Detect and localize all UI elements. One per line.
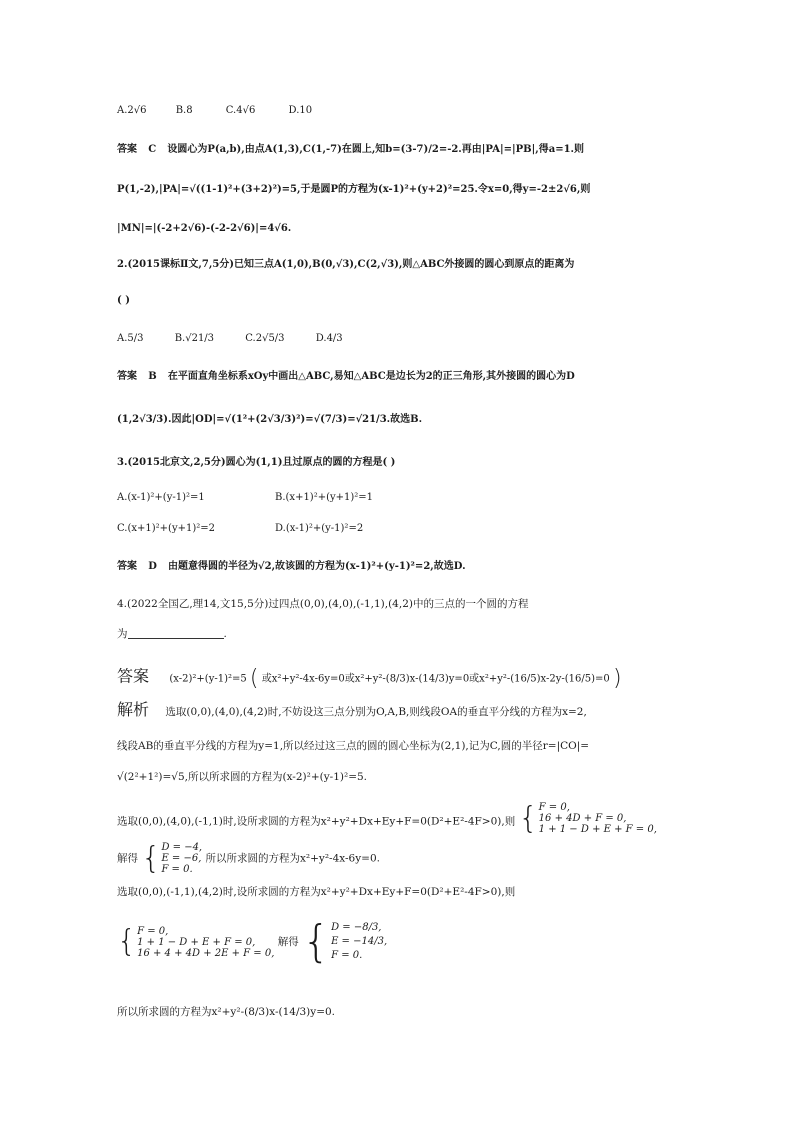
q1-answer-label: 答案 bbox=[117, 144, 137, 155]
q4-system-2-row: 16 + 4 + 4D + 2E + F = 0, bbox=[137, 947, 275, 959]
q1-answer-letter: C bbox=[148, 144, 157, 155]
q4-solution-2: { D = −8/3, E = −14/3, F = 0. bbox=[302, 916, 388, 967]
q3-answer-line bbox=[117, 560, 466, 574]
q2-answer-letter: B bbox=[148, 371, 157, 382]
q1-solution-text1: 设圆心为P(a,b),由点A(1,3),C(1,-7)在圆上,知b=(3-7)/2=-2.再由|PA|=|PB|,得a=1.则 bbox=[167, 144, 585, 155]
q2-answer-label: 答案 bbox=[117, 371, 137, 382]
q4-system-2-row: F = 0, bbox=[137, 925, 169, 937]
q3-option-c: C.(x+1)²+(y+1)²=2 bbox=[117, 523, 215, 534]
q4-solution-1-row: D = −4, bbox=[161, 842, 203, 853]
q4-analysis-p2: 线段AB的垂直平分线的方程为y=1,所以经过这三点的圆的圆心坐标为(2,1),记为C,圆的半径r=|CO|= bbox=[117, 740, 590, 752]
q4-answer-blank bbox=[128, 628, 224, 639]
q4-system-2-row: 1 + 1 − D + E + F = 0, bbox=[137, 936, 256, 948]
q1-option-c: C.4√6 bbox=[225, 105, 256, 116]
q3-answer-letter: D bbox=[148, 561, 157, 572]
q2-option-a: A.5/3 bbox=[117, 333, 144, 344]
q3-answer-label: 答案 bbox=[117, 561, 137, 572]
q4-system-1: { F = 0, 16 + 4D + F = 0, 1 + 1 − D + E + F = 0, bbox=[518, 800, 657, 836]
q4-analysis-p4-line bbox=[117, 800, 657, 836]
q4-analysis-p6: 所以所求圆的方程为x²+y²-4x-6y=0. bbox=[205, 852, 380, 865]
q3-solution-text: 由题意得圆的半径为√2,故该圆的方程为(x-1)²+(y-1)²=2,故选D. bbox=[168, 561, 466, 572]
q4-stem-2-text: 为 bbox=[117, 628, 128, 640]
q4-analysis-p7: 选取(0,0),(-1,1),(4,2)时,设所求圆的方程为x²+y²+Dx+Ey+F=0(D²+E²-4F>0),则 bbox=[117, 886, 516, 898]
q4-analysis-p8: 解得 bbox=[277, 936, 299, 948]
q2-option-d: D.4/3 bbox=[315, 333, 343, 344]
q1-answer-line1 bbox=[117, 143, 584, 157]
q1-option-a: A.2√6 bbox=[117, 105, 147, 116]
q4-solution-2-row: F = 0. bbox=[331, 950, 363, 961]
q4-system-1-row: 16 + 4D + F = 0, bbox=[538, 813, 627, 824]
q4-analysis-label: 解析 bbox=[117, 700, 150, 719]
q1-option-d: D.10 bbox=[288, 105, 313, 116]
q2-paren: ( ) bbox=[117, 295, 130, 306]
q4-answer-main: (x-2)²+(y-1)²=5 bbox=[169, 673, 247, 685]
q2-options bbox=[117, 332, 343, 346]
q1-options bbox=[117, 104, 312, 118]
q2-solution-text1: 在平面直角坐标系xOy中画出△ABC,易知△ABC是边长为2的正三角形,其外接圆的圆心为D bbox=[167, 371, 575, 382]
q4-solution-1-row: E = −6, bbox=[161, 853, 202, 864]
q4-analysis-p1: 选取(0,0),(4,0),(4,2)时,不妨设这三点分别为O,A,B,则线段OA的垂直平分线的方程为x=2, bbox=[165, 706, 587, 718]
q3-option-d: D.(x-1)²+(y-1)²=2 bbox=[275, 523, 364, 534]
q2-answer-line1 bbox=[117, 370, 575, 384]
q4-solution-1: { D = −4, E = −6, F = 0. bbox=[141, 840, 203, 876]
q3-option-a: A.(x-1)²+(y-1)²=1 bbox=[117, 492, 205, 503]
q4-system-2: { F = 0, 1 + 1 − D + E + F = 0, 16 + 4 + 4D + 2E + F = 0, bbox=[117, 924, 275, 959]
q4-analysis-p4: 选取(0,0),(4,0),(-1,1)时,设所求圆的方程为x²+y²+Dx+Ey+F=0(D²+E²-4F>0),则 bbox=[117, 815, 516, 828]
q4-solution-1-row: F = 0. bbox=[161, 864, 193, 875]
q1-solution-text2: P(1,-2),|PA|=√((1-1)²+(3+2)²)=5,于是圆P的方程为(x-1)²+(y+2)²=25.令x=0,得y=-2±2√6,则 bbox=[117, 184, 591, 195]
q4-analysis-line1 bbox=[117, 700, 587, 720]
q3-stem: 3.(2015北京文,2,5分)圆心为(1,1)且过原点的圆的方程是( ) bbox=[117, 457, 396, 468]
q4-stem-2: 为 . bbox=[117, 628, 227, 640]
q4-system-1-row: 1 + 1 − D + E + F = 0, bbox=[538, 824, 657, 835]
q2-option-b: B.√21/3 bbox=[174, 333, 215, 344]
q4-answer-alt: 或x²+y²-4x-6y=0或x²+y²-(8/3)x-(14/3)y=0或x²+y²-(16/5)x-2y-(16/5)=0 bbox=[261, 673, 610, 685]
q2-option-c: C.2√5/3 bbox=[245, 333, 285, 344]
q1-solution-text3: |MN|=|(-2+2√6)-(-2-2√6)|=4√6. bbox=[117, 223, 292, 234]
q2-solution-text2: (1,2√3/3).因此|OD|=√(1²+(2√3/3)²)=√(7/3)=√21/3.故选B. bbox=[117, 414, 423, 425]
q4-analysis-solution-1 bbox=[117, 842, 380, 875]
q3-option-b: B.(x+1)²+(y+1)²=1 bbox=[275, 492, 374, 503]
q4-solution-2-row: E = −14/3, bbox=[331, 936, 388, 947]
q4-analysis-p3: √(2²+1²)=√5,所以所求圆的方程为(x-2)²+(y-1)²=5. bbox=[117, 771, 368, 783]
q4-answer-line: 答案 (x-2)²+(y-1)²=5 ( 或x²+y²-4x-6y=0或x²+y²-(8/3)x-(14/3)y=0或x²+y²-(16/5)x-2y-(16/5)=0 ) bbox=[117, 666, 622, 691]
q1-option-b: B.8 bbox=[175, 105, 193, 116]
q4-analysis-system-2-line bbox=[117, 916, 388, 967]
q4-answer-label: 答案 bbox=[117, 666, 150, 686]
q4-solution-2-row: D = −8/3, bbox=[331, 922, 382, 933]
q4-stem: 4.(2022全国乙,理14,文15,5分)过四点(0,0),(4,0),(-1,1),(4,2)中的三点的一个圆的方程 bbox=[117, 598, 529, 610]
q4-analysis-p9: 所以所求圆的方程为x²+y²-(8/3)x-(14/3)y=0. bbox=[117, 1006, 336, 1018]
q4-analysis-p5: 解得 bbox=[117, 852, 138, 865]
q2-stem: 2.(2015课标Ⅱ文,7,5分)已知三点A(1,0),B(0,√3),C(2,√3),则△ABC外接圆的圆心到原点的距离为 bbox=[117, 259, 575, 270]
q4-system-1-row: F = 0, bbox=[538, 802, 570, 813]
